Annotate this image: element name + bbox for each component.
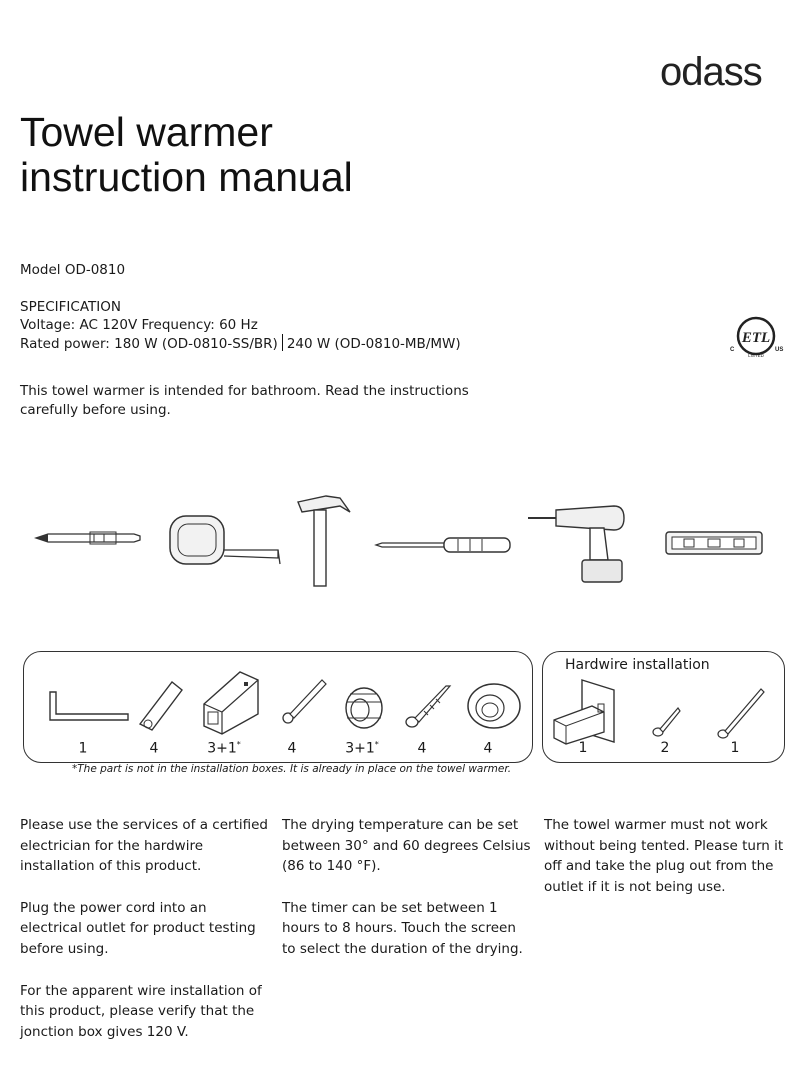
paragraph: The timer can be set between 1 hours to 8 hours. Touch the screen to select the duration of the drying. [282, 899, 523, 957]
level-icon [664, 528, 764, 558]
specification [20, 298, 461, 353]
paragraph: Plug the power cord into an electrical outlet for product testing before using. [20, 899, 256, 957]
etl-mark-text: ETL [741, 330, 771, 346]
part-qty [63, 740, 103, 757]
spec-power-a: Rated power: 180 W (OD-0810-SS/BR) [20, 336, 278, 352]
qty-star: * [236, 740, 241, 749]
qty-star: * [374, 740, 379, 749]
screw-icon [280, 676, 328, 726]
spec-voltage: Voltage: AC 120V Frequency: 60 Hz [20, 317, 258, 333]
qty-value: 4 [287, 740, 297, 757]
hardwire-qty: 1 [730, 740, 740, 756]
spec-power-b: 240 W (OD-0810-MB/MW) [286, 336, 461, 352]
spec-power [20, 334, 461, 353]
model-number: Model OD-0810 [20, 262, 126, 278]
part-qty [402, 740, 442, 757]
hardwire-qty: 1 [578, 740, 588, 756]
qty-value: 1 [78, 740, 88, 757]
etl-listed-mark-icon [722, 316, 790, 358]
qty-value: 3+1 [345, 740, 375, 757]
qty-value: 3+1 [207, 740, 237, 757]
qty-value: 4 [417, 740, 427, 757]
short-screw-icon [652, 704, 682, 738]
footnote: *The part is not in the installation boxes. It is already in place on the towel warmer. [72, 763, 512, 775]
column-2 [282, 815, 532, 981]
wall-plate-icon [552, 676, 618, 746]
allen-key-icon [46, 688, 130, 724]
qty-value: 4 [149, 740, 159, 757]
part-qty [204, 740, 244, 757]
round-cap-icon [464, 680, 524, 732]
hardwire-qty: 2 [660, 740, 670, 756]
column-1 [20, 815, 270, 1063]
long-screw-icon [716, 686, 766, 740]
paragraph: The drying temperature can be set between 30° and 60 degrees Celsius (86 to 140 °F). [282, 817, 531, 875]
qty-value: 4 [483, 740, 493, 757]
part-qty [134, 740, 174, 757]
column-3 [544, 815, 784, 918]
brand-logo: odass [660, 50, 762, 94]
paragraph: For the apparent wire installation of this product, please verify that the jonction box gives 120 V. [20, 982, 262, 1040]
hardwire-title: Hardwire installation [565, 657, 710, 673]
intro-text: This towel warmer is intended for bathroom. Read the instructions carefully before using. [20, 383, 469, 418]
square-bracket-icon [200, 668, 262, 736]
pencil-icon [34, 526, 144, 550]
paragraph: The towel warmer must not work without being tented. Please turn it off and take the plug out from the outlet if it is not being use. [544, 817, 784, 895]
etl-c-text: C [730, 347, 735, 353]
threaded-insert-icon [342, 684, 386, 732]
wood-screw-icon [404, 680, 452, 730]
hammer-icon [294, 492, 354, 588]
etl-listed-text: LISTED [748, 353, 764, 358]
etl-us-text: US [775, 347, 784, 353]
screwdriver-icon [374, 532, 514, 558]
tape-measure-icon [166, 512, 286, 574]
part-qty [272, 740, 312, 757]
spec-heading: SPECIFICATION [20, 299, 121, 315]
paragraph: Please use the services of a certified electrician for the hardwire installation of this product. [20, 817, 268, 875]
wall-anchor-icon [136, 676, 186, 732]
part-qty [342, 740, 382, 757]
divider [282, 334, 283, 351]
page-title: Towel warmer instruction manual [20, 109, 353, 200]
part-qty [468, 740, 508, 757]
drill-icon [526, 498, 630, 586]
